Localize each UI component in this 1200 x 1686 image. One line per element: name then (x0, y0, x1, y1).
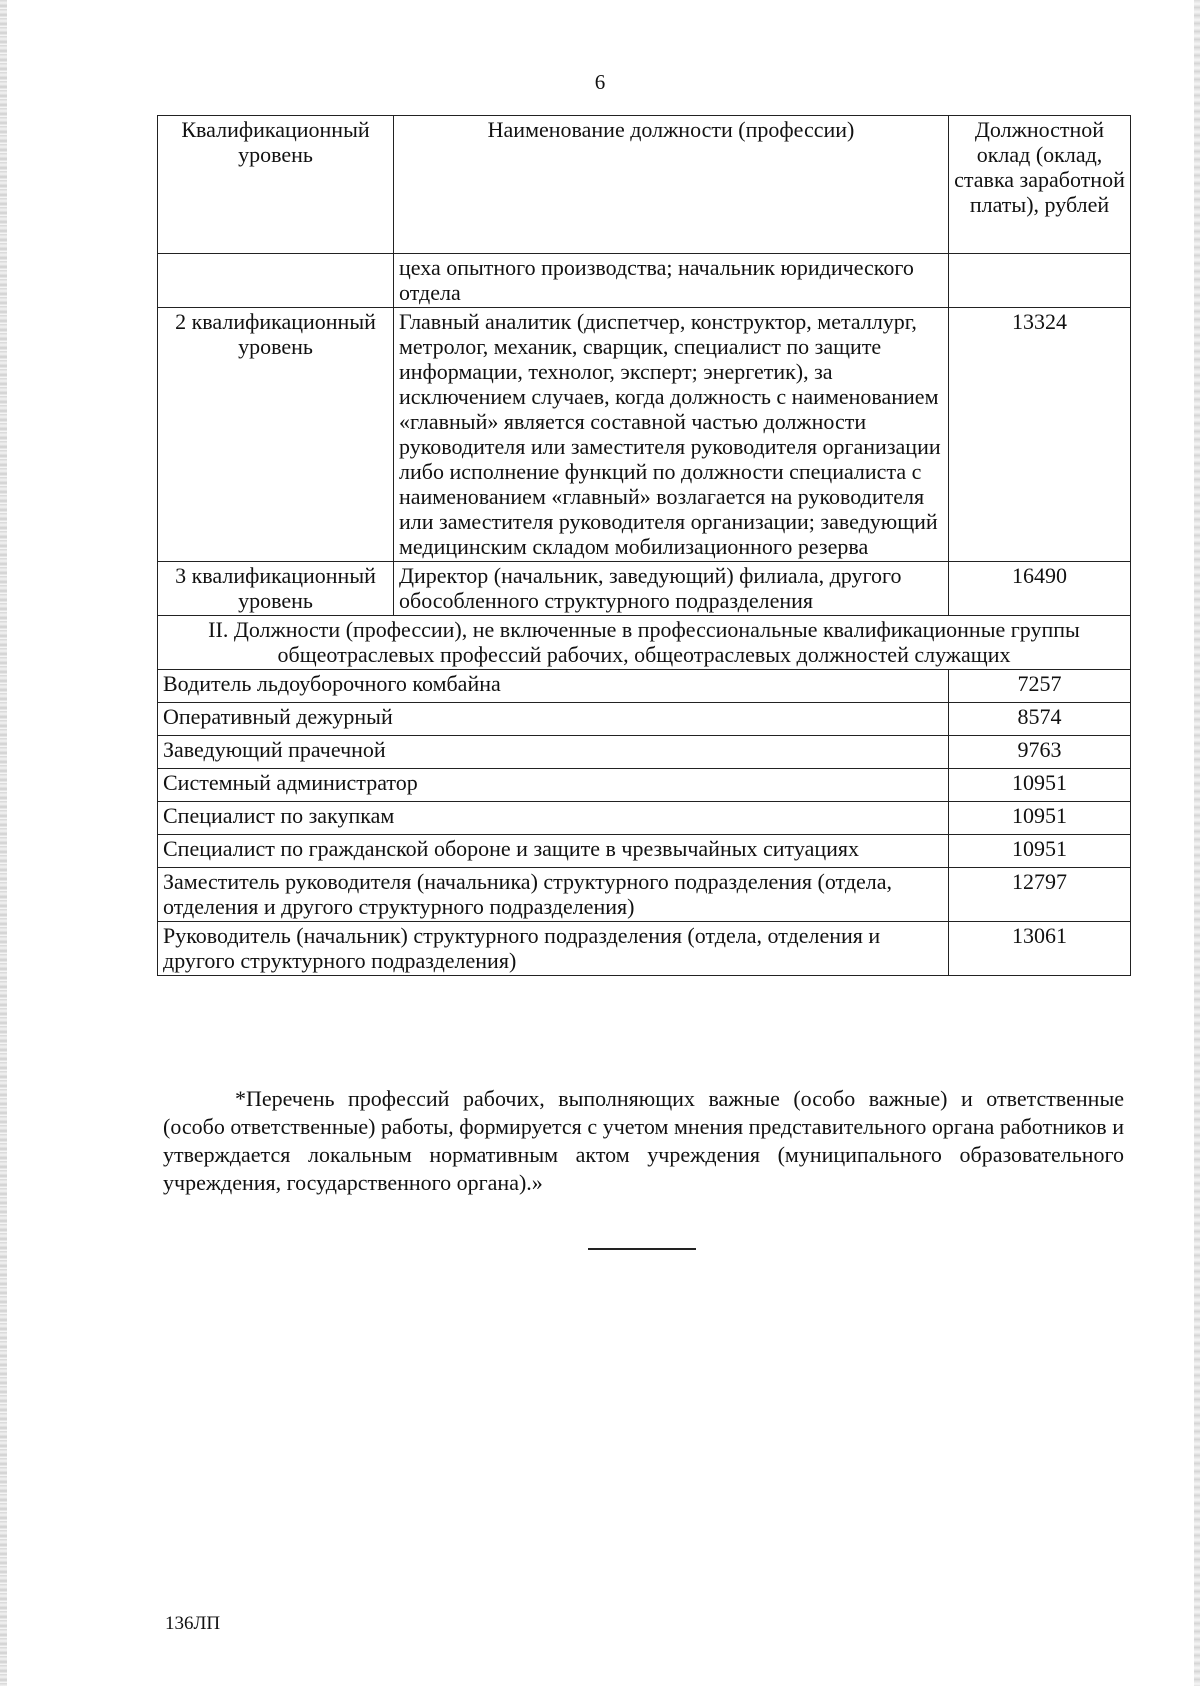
table-row (158, 703, 1131, 736)
table-row (158, 835, 1131, 868)
position-cell: Главный аналитик (диспетчер, конструктор, металлург, метролог, механик, сварщик, специалист по защите информации, технолог, эксперт; энергетик), за исключением случаев, когда должность с наименованием «главный» является составной частью должности руководителя или заместителя руководителя организации либо исполнение функций по должности специалиста с наименованием «главный» возлагается на руководителя или заместителя руководителя организации; заведующий медицинским складом мобилизационного резерва (394, 308, 949, 562)
position-cell: цеха опытного производства; начальник юридического отдела (394, 254, 949, 308)
salary-cell: 9763 (949, 736, 1131, 769)
table-row (158, 736, 1131, 769)
table-row (158, 308, 1131, 562)
table-header-row (158, 116, 1131, 254)
position-cell: Специалист по закупкам (158, 802, 949, 835)
position-cell: Заведующий прачечной (158, 736, 949, 769)
footnote-paragraph: *Перечень профессий рабочих, выполняющих важные (особо важные) и ответственные (особо ответственные) работы, формируется с учетом мнения представительного органа работников и утверждается локальным нормативным актом учреждения (муниципального образовательного учреждения, государственного органа).» (163, 1086, 1124, 1195)
scan-edge-right (1194, 0, 1200, 1686)
section-heading-row (158, 616, 1131, 670)
salary-cell: 13061 (949, 922, 1131, 976)
scan-edge-left (0, 0, 7, 1686)
position-cell: Системный администратор (158, 769, 949, 802)
table-row (158, 562, 1131, 616)
salary-cell: 8574 (949, 703, 1131, 736)
salary-cell: 12797 (949, 868, 1131, 922)
salary-cell: 7257 (949, 670, 1131, 703)
document-code: 136ЛП (165, 1613, 221, 1634)
table-row (158, 670, 1131, 703)
salary-cell: 16490 (949, 562, 1131, 616)
salary-cell: 10951 (949, 835, 1131, 868)
table-row (158, 802, 1131, 835)
table-row (158, 868, 1131, 922)
salary-cell: 10951 (949, 769, 1131, 802)
header-position: Наименование должности (профессии) (394, 116, 949, 254)
header-level: Квалификационный уровень (158, 116, 394, 254)
level-cell (158, 254, 394, 308)
position-cell: Оперативный дежурный (158, 703, 949, 736)
position-cell: Заместитель руководителя (начальника) структурного подразделения (отдела, отделения и другого структурного подразделения) (158, 868, 949, 922)
position-cell: Специалист по гражданской обороне и защите в чрезвычайных ситуациях (158, 835, 949, 868)
level-cell: 3 квалификационный уровень (158, 562, 394, 616)
section-heading: II. Должности (профессии), не включенные в профессиональные квалификационные группы общеотраслевых профессий рабочих, общеотраслевых должностей служащих (158, 616, 1131, 670)
table-row (158, 922, 1131, 976)
position-cell: Водитель льдоуборочного комбайна (158, 670, 949, 703)
table-row-continuation (158, 254, 1131, 308)
salary-cell (949, 254, 1131, 308)
page-number: 6 (594, 70, 606, 94)
salary-table (157, 115, 1131, 976)
salary-cell: 10951 (949, 802, 1131, 835)
position-cell: Директор (начальник, заведующий) филиала, другого обособленного структурного подразделения (394, 562, 949, 616)
salary-cell: 13324 (949, 308, 1131, 562)
header-salary: Должностной оклад (оклад, ставка заработной платы), рублей (949, 116, 1131, 254)
table-row (158, 769, 1131, 802)
position-cell: Руководитель (начальник) структурного подразделения (отдела, отделения и другого структурного подразделения) (158, 922, 949, 976)
level-cell: 2 квалификационный уровень (158, 308, 394, 562)
closing-rule (588, 1248, 696, 1250)
